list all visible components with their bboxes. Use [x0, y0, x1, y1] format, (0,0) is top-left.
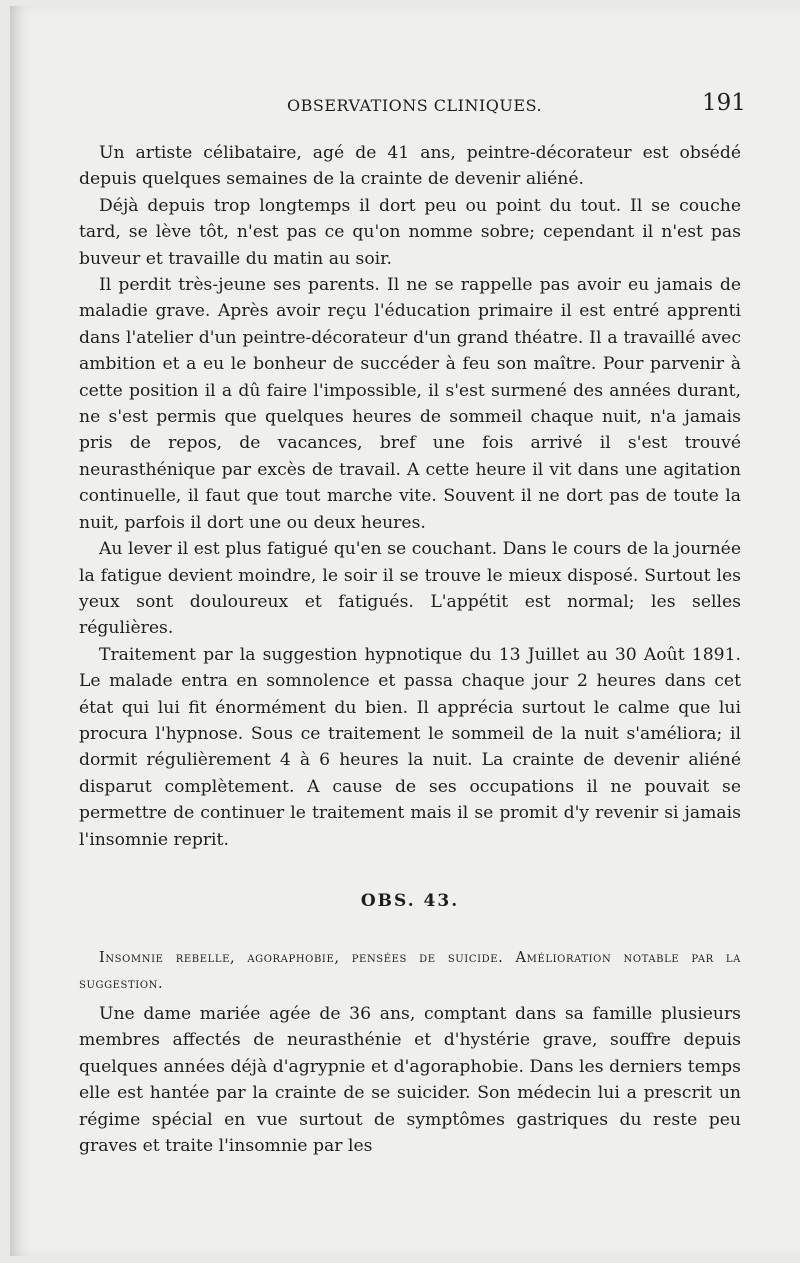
paragraph-2: Déjà depuis trop longtemps il dort peu ou point du tout. Il se couche tard, se lève tôt, n'est pas ce qu'on nomme sobre; cependant il n'est pas buveur et travaille du matin au soir. — [79, 195, 741, 269]
body-text — [79, 140, 741, 1159]
running-title: OBSERVATIONS CLINIQUES. — [287, 96, 543, 115]
paragraph-4: Au lever il est plus fatigué qu'en se couchant. Dans le cours de la journée la fatigue devient moindre, le soir il se trouve le mieux disposé. Surtout les yeux sont douloureux et fatigués. L'appétit est normal; les selles régulières. — [79, 539, 741, 639]
page-header — [0, 88, 800, 124]
paragraph-1: Un artiste célibataire, agé de 41 ans, peintre-décorateur est obsédé depuis quelques semaines de la crainte de devenir aliéné. — [79, 143, 741, 190]
paragraph-3: Il perdit très-jeune ses parents. Il ne se rappelle pas avoir eu jamais de maladie grave. Après avoir reçu l'éducation primaire il est entré apprenti dans l'atelier d'un peintre-décorateur d'un grand théatre. Il a travaillé avec ambition et a eu le bonheur de succéder à feu son maître. Pour parvenir à cette position il a dû faire l'impossible, il s'est surmené des années durant, ne s'est permis que quelques heures de sommeil chaque nuit, n'a jamais pris de repos, de vacances, bref une fois arrivé il s'est trouvé neurasthénique par excès de travail. A cette heure il vit dans une agitation continuelle, il faut que tout marche vite. Souvent il ne dort pas de toute la nuit, parfois il dort une ou deux heures. — [79, 275, 741, 533]
paragraph-5: Traitement par la suggestion hypnotique du 13 Juillet au 30 Août 1891. Le malade entra en somnolence et passa chaque jour 2 heures dans cet état qui lui fit énormément du bien. Il apprécia surtout le calme que lui procura l'hypnose. Sous ce traitement le sommeil de la nuit s'améliora; il dormit régulièrement 4 à 6 heures la nuit. La crainte de devenir aliéné disparut complètement. A cause de ses occupations il ne pouvait se permettre de continuer le traitement mais il se promit d'y revenir si jamais l'insomnie reprit. — [79, 644, 741, 850]
observation-title: Insomnie rebelle, agoraphobie, pensées de suicide. Amélioration notable par la suggestion. — [79, 949, 741, 992]
observation-heading: OBS. 43. — [360, 890, 460, 911]
observation-paragraph: Une dame mariée agée de 36 ans, comptant dans sa famille plusieurs membres affectés de neurasthénie et d'hystérie grave, souffre depuis quelques années déjà d'agrypnie et d'agoraphobie. Dans les derniers temps elle est hantée par la crainte de se suicider. Son médecin lui a prescrit un régime spécial en vue surtout de symptômes gastriques du reste peu graves et traite l'insomnie par les — [79, 1003, 741, 1156]
page-number: 191 — [702, 90, 746, 116]
